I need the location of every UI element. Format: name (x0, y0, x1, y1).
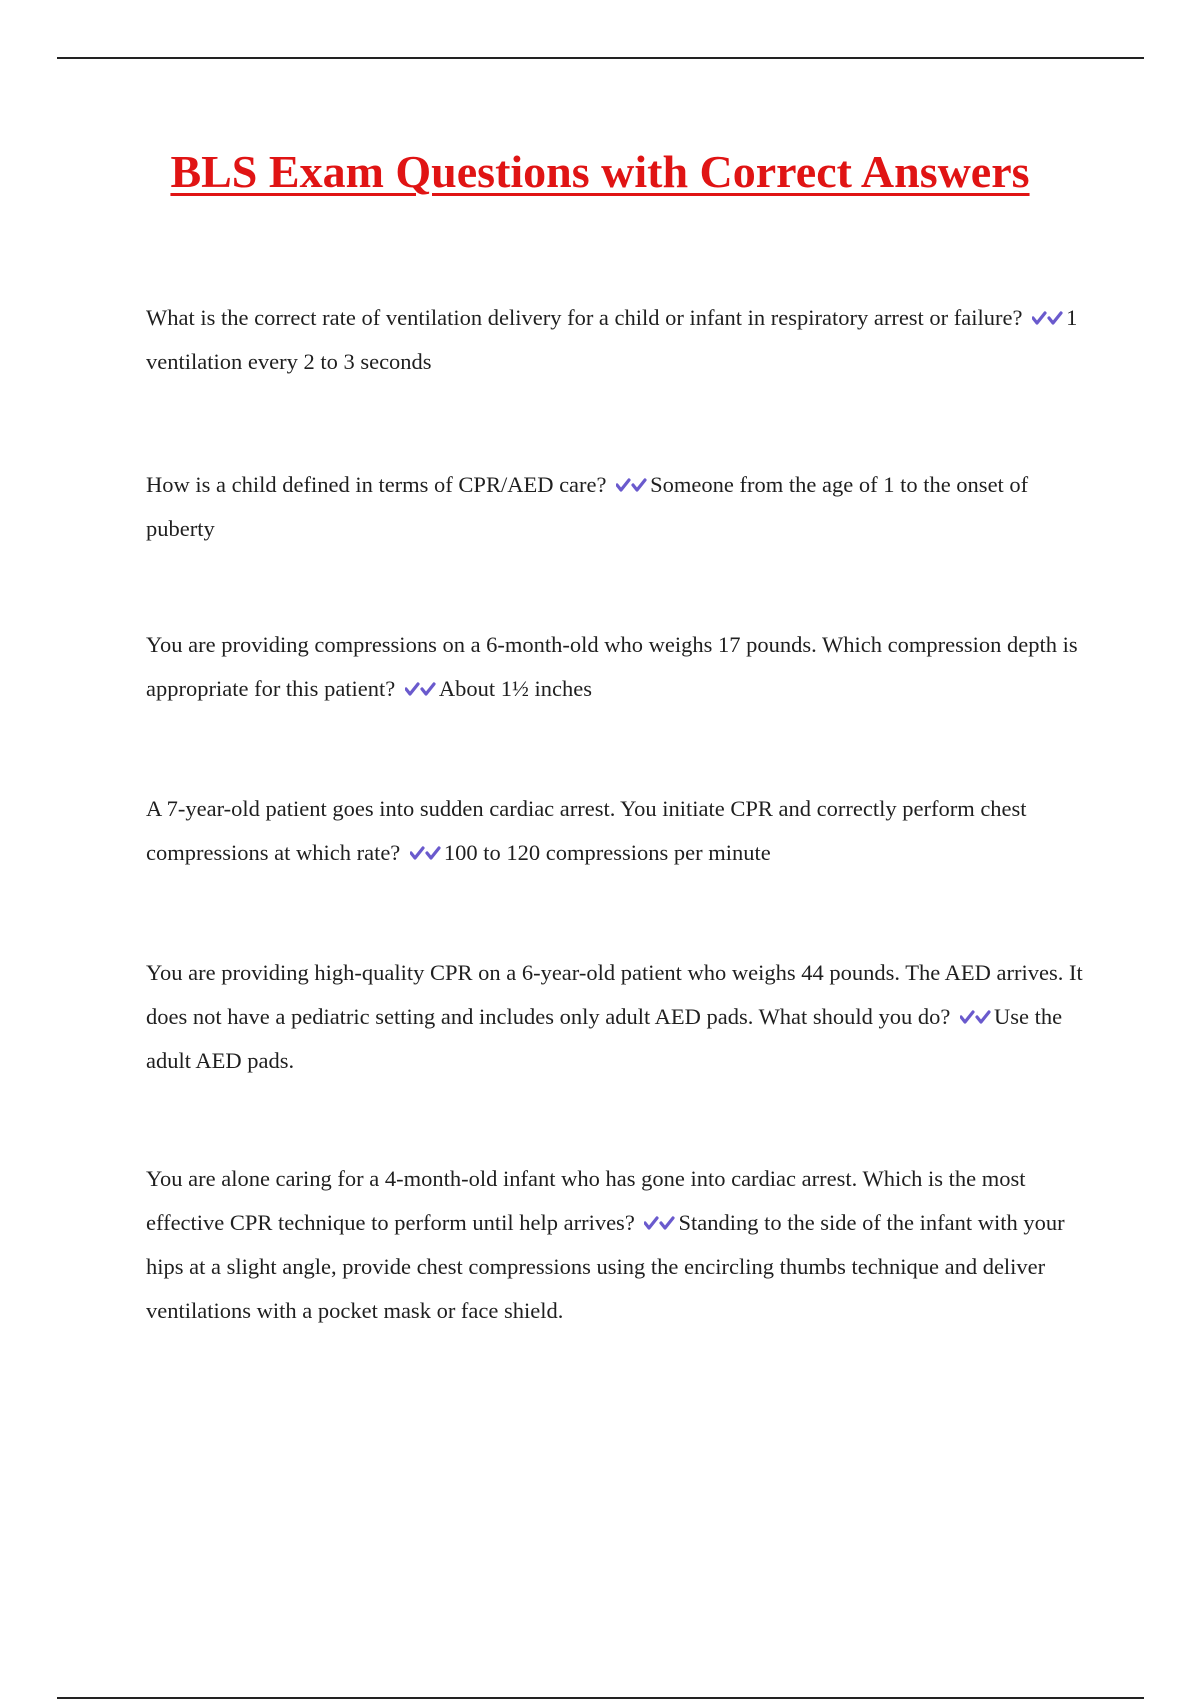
question-text: You are providing high-quality CPR on a 6-year-old patient who weighs 44 pounds. The AED arrives. It does not have a pediatric setting and includes only adult AED pads. What should you do? (146, 960, 1083, 1029)
answer-text: Use the adult AED pads. (146, 1004, 1063, 1073)
answer-text: Someone from the age of 1 to the onset of puberty (146, 472, 1029, 541)
qa-item-3 (146, 623, 1096, 711)
question-text: You are providing compressions on a 6-month-old who weighs 17 pounds. Which compression depth is appropriate for this patient? (146, 632, 1078, 701)
double-checkmark-icon (405, 679, 437, 699)
question-text: You are alone caring for a 4-month-old infant who has gone into cardiac arrest. Which is the most effective CPR technique to perform until help arrives? (146, 1166, 1026, 1235)
qa-item-5 (146, 951, 1096, 1083)
bottom-divider (57, 1697, 1144, 1699)
double-checkmark-icon (644, 1213, 676, 1233)
answer-text: Standing to the side of the infant with your hips at a slight angle, provide chest compressions using the encircling thumbs technique and deliver ventilations with a pocket mask or face shield. (146, 1210, 1065, 1323)
page-title: BLS Exam Questions with Correct Answers (170, 146, 1030, 197)
answer-text: 100 to 120 compressions per minute (443, 840, 771, 865)
qa-item-4 (146, 787, 1096, 875)
top-divider (57, 57, 1144, 59)
qa-item-2 (146, 463, 1096, 551)
answer-text: 1 ventilation every 2 to 3 seconds (146, 305, 1078, 374)
qa-item-1 (146, 296, 1096, 384)
double-checkmark-icon (410, 843, 442, 863)
question-text: A 7-year-old patient goes into sudden cardiac arrest. You initiate CPR and correctly perform chest compressions at which rate? (146, 796, 1027, 865)
double-checkmark-icon (960, 1007, 992, 1027)
double-checkmark-icon (616, 475, 648, 495)
double-checkmark-icon (1032, 308, 1064, 328)
qa-item-6 (146, 1157, 1096, 1333)
answer-text: About 1½ inches (438, 676, 593, 701)
question-text: How is a child defined in terms of CPR/AED care? (146, 472, 607, 497)
question-text: What is the correct rate of ventilation delivery for a child or infant in respiratory arrest or failure? (146, 305, 1023, 330)
